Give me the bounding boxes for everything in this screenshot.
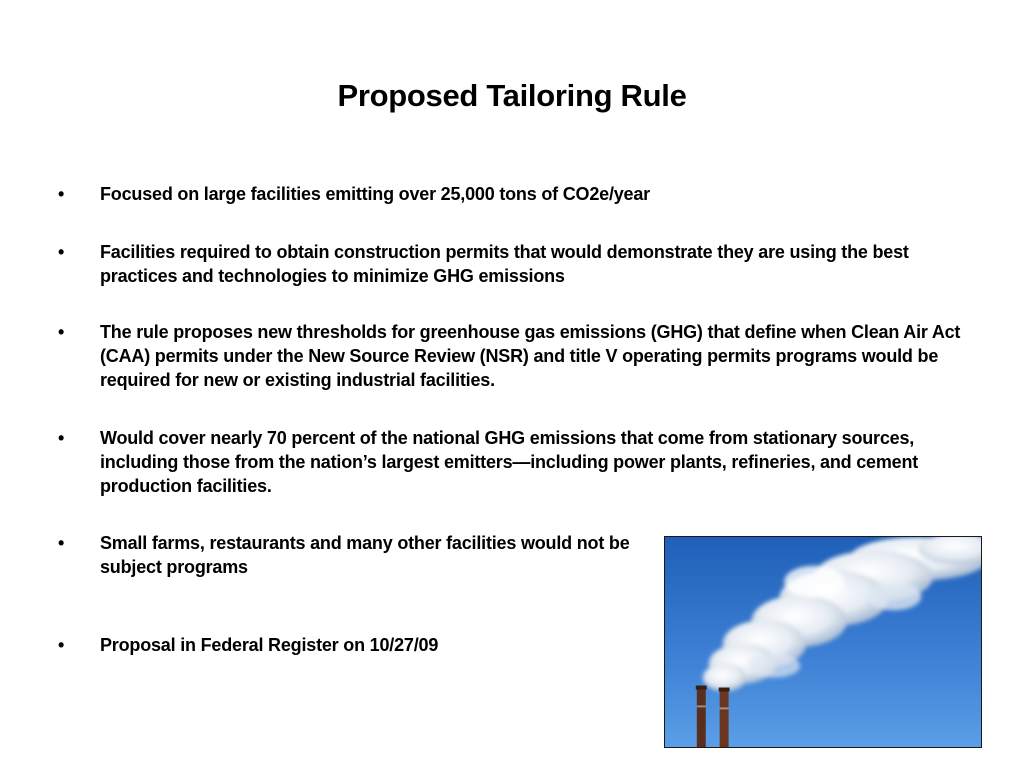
bullet-text: Small farms, restaurants and many other facilities would not be subject programs (100, 533, 630, 577)
bullet-text: Would cover nearly 70 percent of the national GHG emissions that come from stationary sources, including those from the nation’s largest emitters—including power plants, refineries, and cement production facilities. (100, 428, 919, 496)
slide-title: Proposed Tailoring Rule (337, 78, 687, 113)
smokestack-photo (664, 536, 982, 748)
bullet-text: Proposal in Federal Register on 10/27/09 (100, 635, 439, 655)
bullet-text: The rule proposes new thresholds for greenhouse gas emissions (GHG) that define when Clean Air Act (CAA) permits under the New Source Review (NSR) and title V operating permits programs would be required for new or existing industrial facilities. (100, 322, 961, 390)
bullet-text: Focused on large facilities emitting over 25,000 tons of CO2e/year (100, 184, 650, 204)
smokestack-illustration (665, 537, 981, 747)
bullet-marker: • (58, 184, 65, 204)
bullet-marker: • (58, 322, 65, 342)
bullet-marker: • (58, 533, 65, 553)
bullet-text: Facilities required to obtain construction permits that would demonstrate they are using the best practices and technologies to minimize GHG emissions (100, 242, 909, 286)
bullet-marker: • (58, 242, 65, 262)
bullet-marker: • (58, 428, 65, 448)
bullet-marker: • (58, 635, 65, 655)
